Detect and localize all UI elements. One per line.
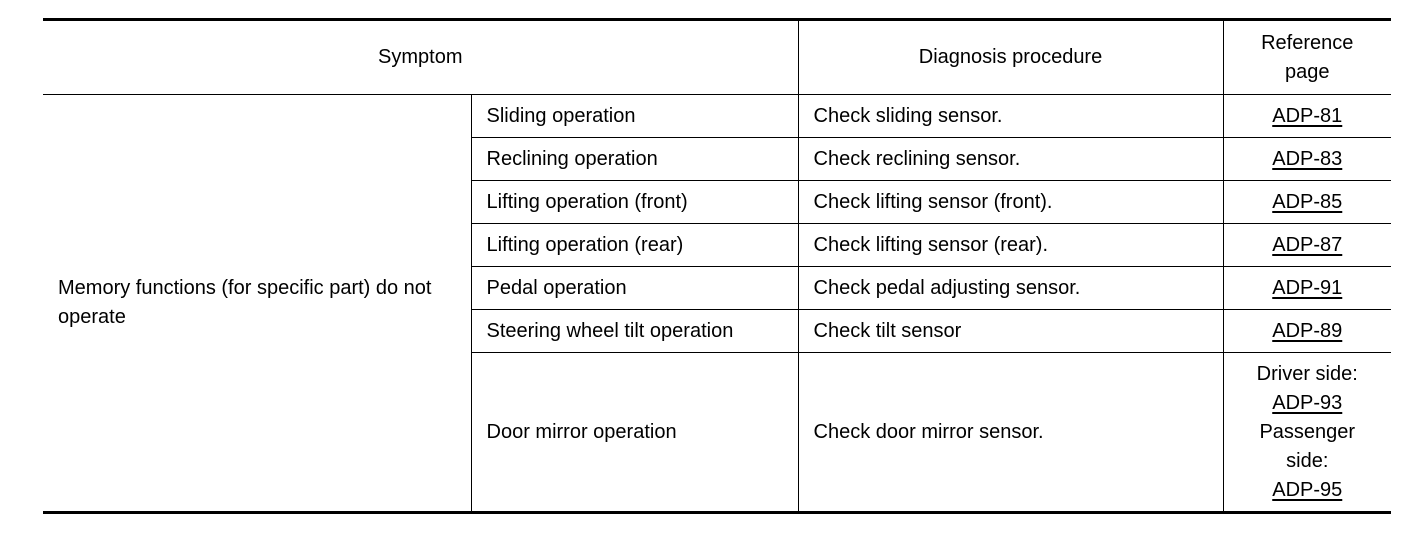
procedure-cell: Check sliding sensor. xyxy=(798,95,1223,138)
reference-cell xyxy=(1223,95,1391,138)
reference-link[interactable]: ADP-87 xyxy=(1272,233,1343,256)
operation-cell: Door mirror operation xyxy=(471,353,798,513)
reference-link[interactable]: ADP-85 xyxy=(1272,190,1343,213)
reference-link-driver[interactable]: ADP-93 xyxy=(1272,391,1343,414)
reference-cell xyxy=(1223,138,1391,181)
operation-cell: Lifting operation (front) xyxy=(471,181,798,224)
reference-driver-label: Driver side: xyxy=(1256,362,1358,385)
operation-cell: Reclining operation xyxy=(471,138,798,181)
procedure-cell: Check reclining sensor. xyxy=(798,138,1223,181)
procedure-cell: Check lifting sensor (rear). xyxy=(798,224,1223,267)
procedure-cell: Check pedal adjusting sensor. xyxy=(798,267,1223,310)
header-reference-line2: page xyxy=(1285,60,1330,83)
table-row xyxy=(43,95,1391,138)
reference-link[interactable]: ADP-89 xyxy=(1272,319,1343,342)
diagnosis-table xyxy=(43,18,1391,514)
header-reference-line1: Reference xyxy=(1261,31,1354,54)
reference-link-passenger[interactable]: ADP-95 xyxy=(1272,478,1343,501)
operation-cell: Lifting operation (rear) xyxy=(471,224,798,267)
reference-cell xyxy=(1223,353,1391,513)
header-row xyxy=(43,20,1391,95)
header-symptom: Symptom xyxy=(43,20,798,95)
operation-cell: Steering wheel tilt operation xyxy=(471,310,798,353)
reference-cell xyxy=(1223,181,1391,224)
reference-link[interactable]: ADP-91 xyxy=(1272,276,1343,299)
procedure-cell: Check lifting sensor (front). xyxy=(798,181,1223,224)
operation-cell: Pedal operation xyxy=(471,267,798,310)
reference-link[interactable]: ADP-83 xyxy=(1272,147,1343,170)
reference-cell xyxy=(1223,310,1391,353)
reference-link[interactable]: ADP-81 xyxy=(1272,104,1343,127)
procedure-cell: Check tilt sensor xyxy=(798,310,1223,353)
reference-passenger-label-2: side: xyxy=(1286,449,1329,472)
reference-cell xyxy=(1223,224,1391,267)
reference-cell xyxy=(1223,267,1391,310)
header-diagnosis-procedure: Diagnosis procedure xyxy=(798,20,1223,95)
operation-cell: Sliding operation xyxy=(471,95,798,138)
symptom-main-cell: Memory functions (for specific part) do not operate xyxy=(43,95,471,513)
header-reference-page xyxy=(1223,20,1391,95)
reference-passenger-label-1: Passenger xyxy=(1259,420,1356,443)
procedure-cell: Check door mirror sensor. xyxy=(798,353,1223,513)
